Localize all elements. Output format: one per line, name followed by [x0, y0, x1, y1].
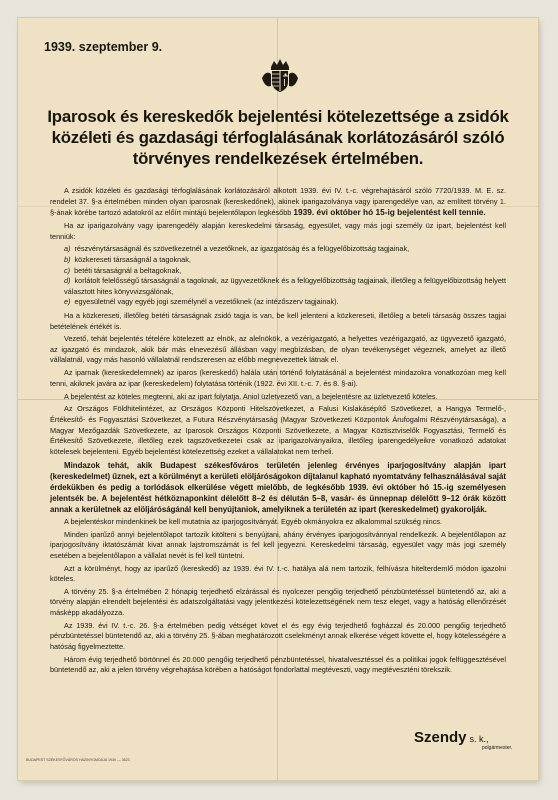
obligation-list [50, 244, 506, 308]
list-item: a) részvénytársaságnál és szövetkezetnél a vezetőknek, az igazgatóság és a felügyelőbizottság tagjainak, [64, 244, 410, 254]
printer-imprint: BUDAPEST SZÉKESFŐVÁROS HÁZINYOMDÁJA 1939 — 3623 [26, 758, 130, 762]
paragraph-penalty-1: A törvény 25. §-a értelmében 2 hónapig terjedhető elzárással és nyolcezer pengőig terjedhető pénzbüntetéssel büntetendő az, aki a törvény alapján elrendelt bejelentési és adatszolgáltatási vagy jelentkezési kötelezettségének nem tesz eleget, vagy a hatóság ellenőrzését másképp akadályozza. [50, 586, 506, 618]
paragraph-intro: A zsidók közéleti és gazdasági térfoglalásának korlátozásáról alkotott 1939. évi IV. t.-c. végrehajtásáról szóló 7720/1939. M. E. sz. rendelet 37. §-a értelmében minden olyan iparosnak (kereskedőnek), akinek iparigazolványa vagy iparengedélye van, az említett törvény 1. §-ának körébe tartozó adatokról az előírt mintájú bejelentőlapon legkésőbb 1939. évi október hó 15-ig bejelentést kell tennie. [50, 186, 506, 218]
list-item: d) korlátolt felelősségű társaságnál a tagoknak, az ügyvezetőknek és a felügyelőbizottság tagjainak, illetőleg a felügyelőbizottság helyett választott hites könyvvizsgálónak, [64, 276, 506, 296]
poster-title: Iparosok és kereskedők bejelentési kötelezettsége a zsidók közéleti és gazdasági térfoglalásának korlátozásáról szóló törvényes rendelkezések értelmében. [47, 107, 509, 168]
paragraph-penalty-3: Három évig terjedhető börtönnel és 20.000 pengőig terjedhető pénzbüntetéssel, hivatalvesztéssel és a politikai jogok felfüggesztésével büntetendő az, aki a jelen törvény végrehajtása körében a hatóságot fondorlattal megtéveszti, vagy megtéveszténi törekszik. [50, 654, 506, 675]
paragraph-managers: Vezető, tehát bejelentés tételére kötelezett az elnök, az alelnökök, a vezérigazgató, a helyettes vezérigazgató, az ügyvezető igazgató, az igazgató és mindazok, akik bár más elnevezésű állásban vagy megbízásban, de olyan tevékenységet végeznek, amelyet az illető vállalatnál, vagy más hasonló vállalatnál rendszeresen az előbb megnevezettek látnak el. [50, 334, 506, 365]
paragraph-obligated: A bejelentést az köteles megtenni, aki az ipart folytatja. Aniol üzletvezető van, a bejelentésre az üzletvezető köteles. [64, 391, 438, 401]
paragraph-partnership: Ha a közkereseti, illetőleg betéti társaságnak zsidó tagja is van, be kell jelenteni a közkereseti, illetőleg a beteli társaság összes tagjai betételének értékét is. [50, 310, 506, 331]
signatory-role: polgármester. [482, 745, 513, 751]
paragraph-exemptions: Az Országos Földhitelintézet, az Országos Központi Hitelszövetkezet, a Falusi Kislakásépítő Szövetkezet, a Hangya Termelő-, Értékesítő- és Fogyasztási Szövetkezet, a Futura Részvénytársaság (Magyar Szövetkezeti Központok Árufogalmi Részvénytársasága), a Magyar Mezőgazdák Szövetkezete, az Iparosok Országos Központi Szövetkezete, a Magyar Köztisztviselők Fogyasztási, Termelő és Értékesítő Szövetkezete, illetőleg ezek tagszövetkezetei csak az iparigazolványaikra, illetőleg iparengedélyeikre vonatkozó adatokat kötelesek bejelenteni. Egyéb bejelentést kötelezettség ezeket a vállalatokat nem terheli. [50, 404, 506, 456]
poster-body [50, 186, 506, 678]
signature-suffix: s. k., [469, 734, 489, 744]
paragraph-penalty-2: Az 1939. évi IV. t.-c. 26. §-a értelmében pedig vétséget követ el és egy évig terjedhető fogházzal és 20.000 pengőig terjedhető pénzbüntetéssel büntetendő az, aki a törvény 25. §-ában meghatározott cselekményt annak elkerése végett követte el, hogy kötelességére a hatóság figyelmeztette. [50, 620, 506, 652]
poster-sheet [18, 18, 538, 780]
signatory-name: Szendy [414, 729, 467, 746]
list-item: c) betéti társaságnál a beltagoknak, [64, 265, 182, 275]
hungarian-coat-of-arms-icon [258, 58, 302, 94]
list-item: b) közkereseti társaságnál a tagoknak, [64, 254, 191, 264]
signature-block [414, 729, 512, 751]
paragraph-inheritance: Az iparnak (kereskedelemnek) az iparos (kereskedő) halála után történő folytatásánál a bejelentést mindazokra vonatkozóan meg kell tenni, akiknek javára az ipar (kereskedelem) folytatása történik (1922. évi XII. t.-c. 7. és 8. §-ai). [50, 368, 506, 388]
paragraph-company: Ha az iparigazolvány vagy iparengedély alapján kereskedelmi társaság, egyesület, vagy más jogi személy üz ipart, bejelentést kell tenniük: [50, 220, 506, 241]
paragraph-forms: Minden iparűző annyi bejelentőlapot tartozik kitölteni s benyújtani, ahány érvényes iparjogosítvánnyal rendelkezik. A bejelentőlapon az iparjogosítvány iktatószámát kivat annak lajstromszámát is fel kell jegyezni. Kereskedelmi társaság, egyesület vagy más jogi személy esetében a bejelentőlapon a vállalat nevét is fel kell tüntetni. [50, 529, 506, 560]
list-item: e) egyesületnél vagy egyéb jogi személynél a vezetőknek (az intézőszerv tagjainak). [64, 297, 339, 307]
paragraph-proof: Azt a körülményt, hogy az iparűző (kereskedő) az 1939. évi IV. t.-c. hatálya alá nem tartozik, felhívásra hitelterdemlő módon igazolni köteles. [50, 563, 506, 584]
poster-date: 1939. szeptember 9. [44, 40, 163, 54]
paragraph-documents: A bejelentéskor mindenkinek be kell mutatnia az iparjogosítványát. Egyéb okmányokra ez alkalommal szükség nincs. [64, 516, 443, 526]
paragraph-instructions: Mindazok tehát, akik Budapest székesfőváros területén jelenleg érvényes iparjogosítvány alapján ipart (kereskedelmet) űznek, ezt a körülményt a kerületi elöljáróságokon díjtalanul kapható nyomtatvány felhasználásával saját érdekükben és pedig a torlódások elkerülése végett mielőbb, de legkésőbb 1939. évi október hó 15.-ig személyesen jelentsék be. A bejelentést hétköznaponkint délelőtt 8–2 és délután 5–8, vasár- és ünnepnap délelőtt 9–12 órák között annak a kerületnek az elöljáróságánál kell benyújtaniok, amelyiknek a területén az ipart (kereskedelmet) gyakorolják. [50, 460, 506, 514]
deadline-text: 1939. évi október hó 15-ig bejelentést kell tennie. [293, 207, 486, 218]
